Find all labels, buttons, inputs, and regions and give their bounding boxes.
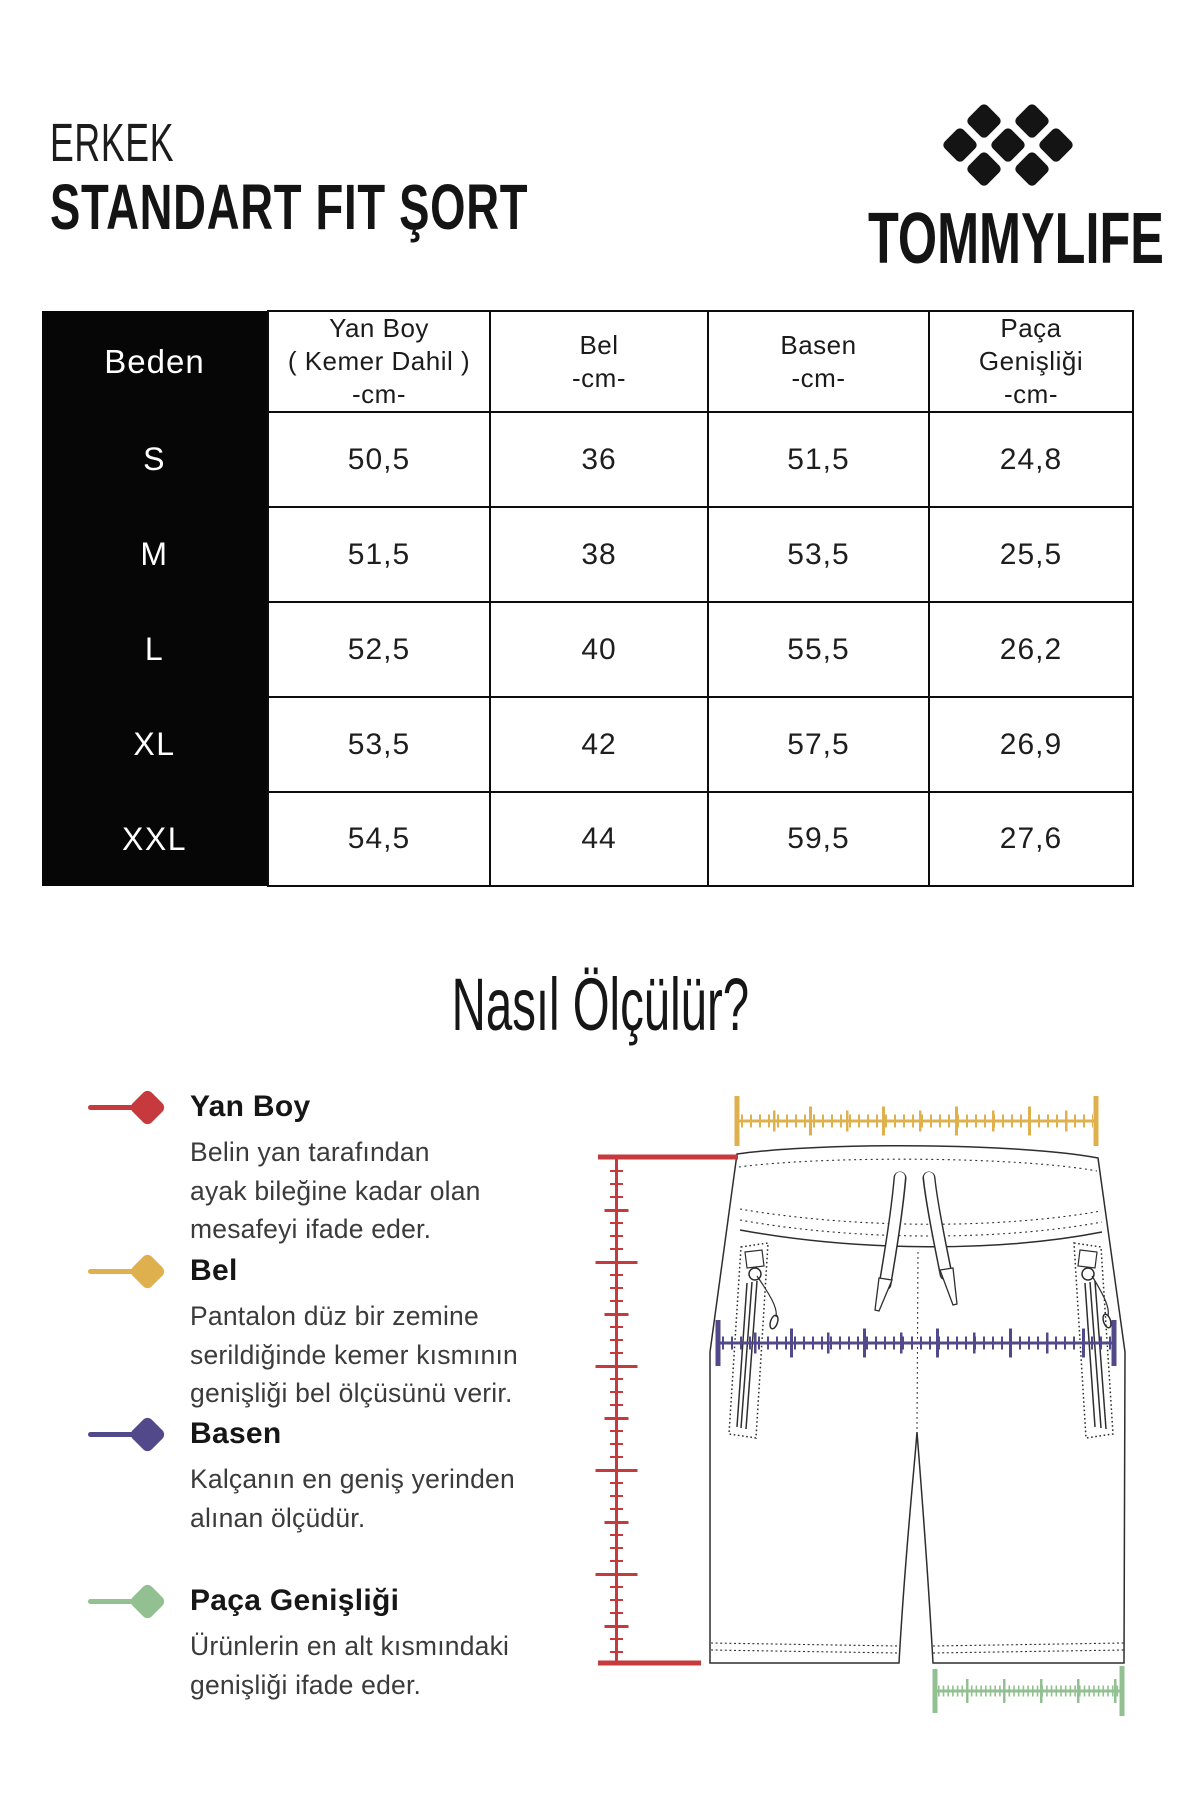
paca-genisligi-diamond-icon <box>85 1582 190 1620</box>
col-header-yan-boy: Yan Boy ( Kemer Dahil ) -cm- <box>268 311 490 412</box>
legend-item-paca-genisligi <box>85 1582 545 1704</box>
size-table <box>42 310 1134 887</box>
col-header-beden: Beden <box>42 311 268 412</box>
legend-title: Basen <box>190 1417 282 1450</box>
legend-description: Ürünlerin en alt kısmındaki genişliği ifade eder. <box>190 1631 510 1700</box>
value-cell: 40 <box>490 602 708 697</box>
value-cell: 26,2 <box>929 602 1133 697</box>
shorts-measure-diagram <box>570 1080 1150 1725</box>
value-cell: 51,5 <box>268 507 490 602</box>
table-row-xl <box>42 697 1133 792</box>
category-title-text: ERKEK <box>50 113 175 173</box>
product-title <box>50 170 724 244</box>
legend-item-yan-boy <box>85 1088 545 1249</box>
ruler-paca-genisligi <box>935 1666 1122 1716</box>
value-cell: 36 <box>490 412 708 507</box>
value-cell: 44 <box>490 792 708 886</box>
legend-description: Kalçanın en geniş yerinden alınan ölçüdür. <box>190 1464 515 1533</box>
legend-title: Paça Genişliği <box>190 1584 400 1617</box>
size-cell: S <box>42 412 268 507</box>
value-cell: 54,5 <box>268 792 490 886</box>
table-row-s <box>42 412 1133 507</box>
size-cell: M <box>42 507 268 602</box>
legend-item-basen <box>85 1415 545 1537</box>
legend-description: Pantalon düz bir zemine serildiğinde kemer kısmının genişliği bel ölçüsünü verir. <box>190 1301 518 1408</box>
value-cell: 50,5 <box>268 412 490 507</box>
size-table-header-row <box>42 311 1133 412</box>
value-cell: 42 <box>490 697 708 792</box>
legend-description: Belin yan tarafından ayak bileğine kadar olan mesafeyi ifade eder. <box>190 1137 481 1244</box>
yan-boy-diamond-icon <box>85 1088 190 1126</box>
shorts-outline <box>710 1146 1125 1663</box>
table-row-m <box>42 507 1133 602</box>
size-cell: L <box>42 602 268 697</box>
product-title-text: STANDART FIT ŞORT <box>50 171 529 243</box>
value-cell: 59,5 <box>708 792 929 886</box>
measure-section-title: Nasıl Ölçülür? <box>451 963 749 1046</box>
value-cell: 25,5 <box>929 507 1133 602</box>
value-cell: 38 <box>490 507 708 602</box>
basen-diamond-icon <box>85 1415 190 1453</box>
table-row-xxl <box>42 792 1133 886</box>
value-cell: 51,5 <box>708 412 929 507</box>
value-cell: 26,9 <box>929 697 1133 792</box>
legend-item-bel <box>85 1252 545 1413</box>
tommylife-diamonds-icon <box>930 95 1090 195</box>
size-cell: XL <box>42 697 268 792</box>
value-cell: 55,5 <box>708 602 929 697</box>
value-cell: 53,5 <box>708 507 929 602</box>
ruler-bel <box>737 1096 1096 1146</box>
value-cell: 24,8 <box>929 412 1133 507</box>
legend-title: Bel <box>190 1254 238 1287</box>
brand-name <box>868 198 1200 280</box>
bel-diamond-icon <box>85 1252 190 1290</box>
value-cell: 53,5 <box>268 697 490 792</box>
col-header-bel: Bel -cm- <box>490 311 708 412</box>
legend-title: Yan Boy <box>190 1090 311 1123</box>
size-cell: XXL <box>42 792 268 886</box>
category-title <box>50 112 238 174</box>
value-cell: 52,5 <box>268 602 490 697</box>
value-cell: 57,5 <box>708 697 929 792</box>
value-cell: 27,6 <box>929 792 1133 886</box>
col-header-basen: Basen -cm- <box>708 311 929 412</box>
table-row-l <box>42 602 1133 697</box>
col-header-paca-genisligi: Paça Genişliği -cm- <box>929 311 1133 412</box>
brand-name-text: TOMMYLIFE <box>868 199 1164 279</box>
